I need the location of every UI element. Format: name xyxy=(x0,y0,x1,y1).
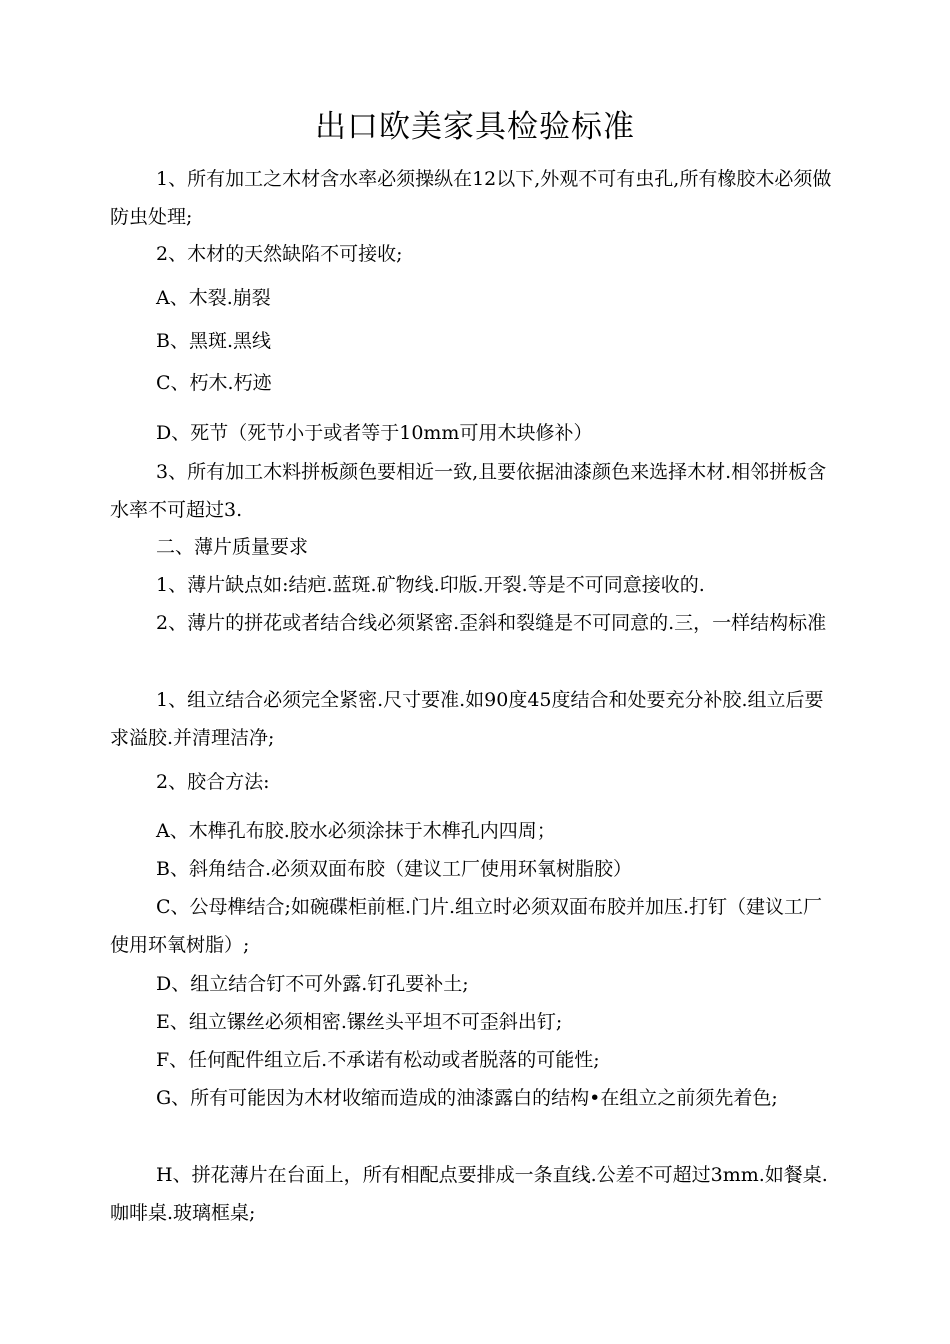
paragraph-item-g-precolor: G、所有可能因为木材收缩而造成的油漆露白的结构•在组立之前须先着色; xyxy=(156,1087,778,1109)
paragraph-item-a-cracks: A、木裂.崩裂 xyxy=(156,287,271,309)
paragraph-item-f-fittings: F、任何配件组立后.不承诺有松动或者脱落的可能性; xyxy=(156,1049,600,1071)
paragraph-panel-color: 3、所有加工木料拼板颜色要相近一致,且要依据油漆颜色来选择木材.相邻拼板含水率不可超过3. xyxy=(110,461,827,521)
paragraph-veneer-joints: 2、薄片的拼花或者结合线必须紧密.歪斜和裂缝是不可同意的.三，一样结构标准 xyxy=(156,612,827,634)
paragraph-item-c-rot: C、朽木.朽迹 xyxy=(156,372,272,394)
paragraph-item-e-screws: E、组立镙丝必须相密.镙丝头平坦不可歪斜出钉; xyxy=(156,1011,563,1033)
section-heading-veneer: 二、薄片质量要求 xyxy=(156,536,309,558)
paragraph-item-c-tenon: C、公母榫结合;如碗碟柜前框.门片.组立时必须双面布胶并加压.打钉（建议工厂使用环氧树脂）; xyxy=(110,896,823,956)
paragraph-item-d-nails: D、组立结合钉不可外露.钉孔要补土; xyxy=(156,973,469,995)
document-title: 出口欧美家具检验标准 xyxy=(315,109,635,145)
paragraph-item-a-dowel: A、木榫孔布胶.胶水必须涂抹于木榫孔内四周； xyxy=(156,820,556,842)
paragraph-natural-defects: 2、木材的天然缺陷不可接收; xyxy=(156,243,403,265)
paragraph-assembly: 1、组立结合必须完全紧密.尺寸要准.如90度45度结合和处要充分补胶.组立后要求溢胶.并清理洁净; xyxy=(110,689,824,749)
paragraph-item-b-miter: B、斜角结合.必须双面布胶（建议工厂使用环氧树脂胶） xyxy=(156,858,633,880)
paragraph-item-h-veneer-table: H、拼花薄片在台面上，所有相配点要排成一条直线.公差不可超过3mm.如餐桌.咖啡桌.玻璃框桌; xyxy=(110,1164,828,1224)
paragraph-moisture: 1、所有加工之木材含水率必须操纵在12以下,外观不可有虫孔,所有橡胶木必须做防虫处理; xyxy=(110,168,832,228)
paragraph-item-d-dead-knot: D、死节（死节小于或者等于10mm可用木块修补） xyxy=(156,422,593,444)
paragraph-item-b-black-spots: B、黑斑.黑线 xyxy=(156,330,272,352)
paragraph-gluing-methods: 2、胶合方法: xyxy=(156,771,270,793)
paragraph-veneer-defects: 1、薄片缺点如:结疤.蓝斑.矿物线.印版.开裂.等是不可同意接收的. xyxy=(156,574,705,596)
